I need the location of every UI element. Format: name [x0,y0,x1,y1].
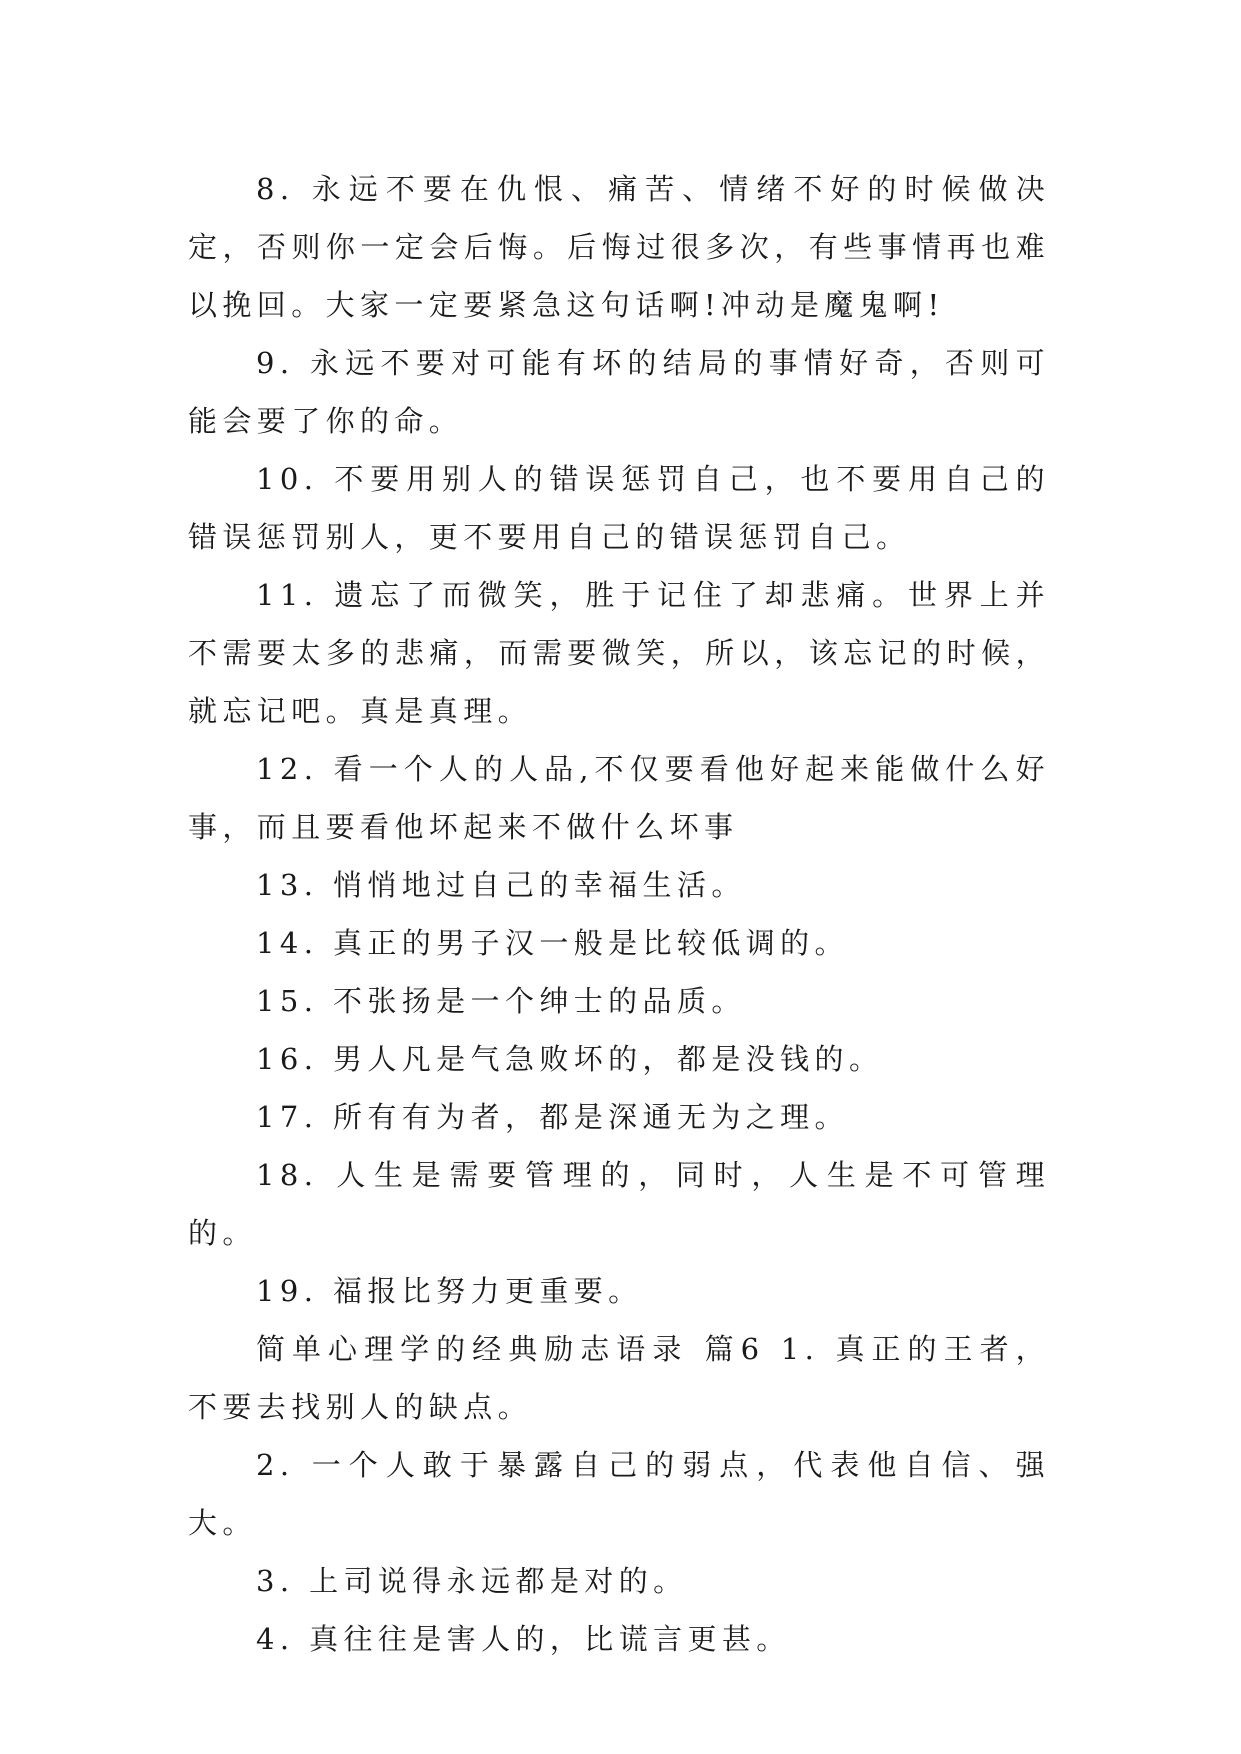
paragraph-item-4: 4. 真往往是害人的，比谎言更甚。 [256,1622,791,1656]
paragraph-item-11: 11. 遗忘了而微笑，胜于记住了却悲痛。世界上并不需要太多的悲痛，而需要微笑，所以，该忘记的时候，就忘记吧。真是真理。 [188,578,1050,728]
paragraph-item-17: 17. 所有有为者，都是深通无为之理。 [256,1100,849,1134]
paragraph-item-12: 12. 看一个人的人品,不仅要看他好起来能做什么好事，而且要看他坏起来不做什么坏事 [188,752,1050,844]
paragraph-item-3: 3. 上司说得永远都是对的。 [256,1564,688,1598]
paragraph-item-19: 19. 福报比努力更重要。 [256,1274,643,1308]
paragraph-item-13: 13. 悄悄地过自己的幸福生活。 [256,868,746,902]
paragraph-item-2: 2. 一个人敢于暴露自己的弱点，代表他自信、强大。 [188,1448,1050,1540]
document-page [188,160,1050,1668]
section-heading-paragraph: 简单心理学的经典励志语录 篇6 1. 真正的王者，不要去找别人的缺点。 [188,1332,1050,1424]
paragraph-item-10: 10. 不要用别人的错误惩罚自己，也不要用自己的错误惩罚别人，更不要用自己的错误惩罚自己。 [188,462,1050,554]
paragraph-item-8: 8. 永远不要在仇恨、痛苦、情绪不好的时候做决定，否则你一定会后悔。后悔过很多次，有些事情再也难以挽回。大家一定要紧急这句话啊!冲动是魔鬼啊! [188,172,1050,322]
paragraph-item-14: 14. 真正的男子汉一般是比较低调的。 [256,926,849,960]
paragraph-item-15: 15. 不张扬是一个绅士的品质。 [256,984,746,1018]
paragraph-item-9: 9. 永远不要对可能有坏的结局的事情好奇，否则可能会要了你的命。 [188,346,1050,438]
paragraph-item-18: 18. 人生是需要管理的，同时，人生是不可管理的。 [188,1158,1050,1250]
paragraph-item-16: 16. 男人凡是气急败坏的，都是没钱的。 [256,1042,884,1076]
